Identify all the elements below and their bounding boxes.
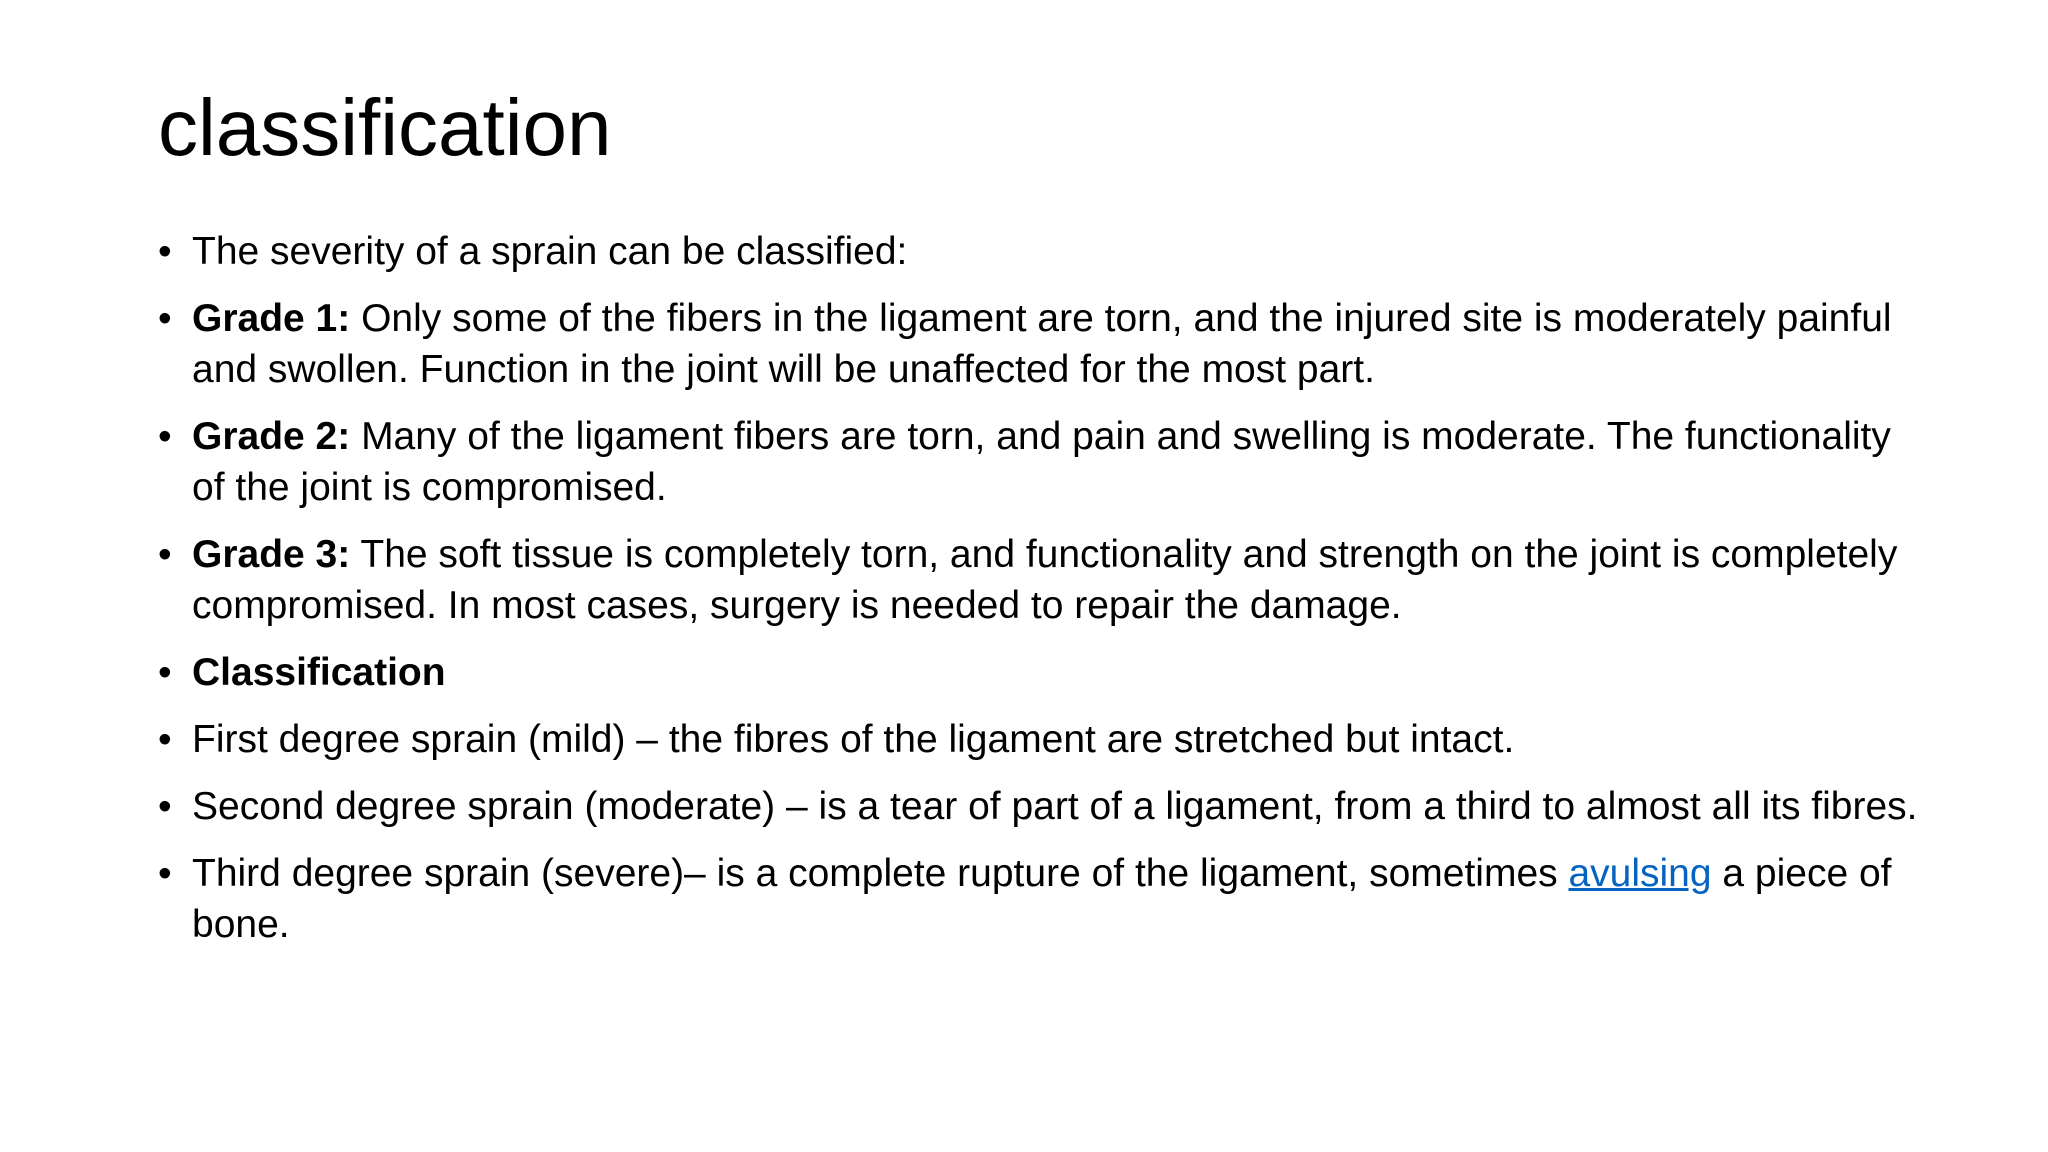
bullet-bold-label: Grade 1: xyxy=(192,297,351,340)
bullet-dot-icon: • xyxy=(158,718,172,761)
bullet-severity-intro xyxy=(158,226,1918,277)
bullet-dot-icon: • xyxy=(158,533,172,576)
bullet-classification-heading xyxy=(158,647,1918,698)
avulsing-link[interactable]: avulsing xyxy=(1568,852,1712,895)
bullet-list xyxy=(158,226,1918,966)
bullet-third-degree xyxy=(158,848,1918,950)
bullet-second-degree xyxy=(158,781,1918,832)
bullet-bold-label: Grade 2: xyxy=(192,415,351,458)
bullet-grade-2 xyxy=(158,411,1918,513)
bullet-text-after: a piece of bone. xyxy=(192,852,1892,946)
bullet-grade-1 xyxy=(158,293,1918,395)
bullet-text: Only some of the fibers in the ligament are torn, and the injured site is moderately painful and swollen. Function in the joint will be unaffected for the most part. xyxy=(192,297,1892,391)
bullet-dot-icon: • xyxy=(158,785,172,828)
bullet-dot-icon: • xyxy=(158,651,172,694)
bullet-dot-icon: • xyxy=(158,230,172,273)
bullet-dot-icon: • xyxy=(158,415,172,458)
bullet-text: The soft tissue is completely torn, and functionality and strength on the joint is completely compromised. In most cases, surgery is needed to repair the damage. xyxy=(192,533,1898,627)
bullet-first-degree xyxy=(158,714,1918,765)
slide-title: classification xyxy=(158,83,612,172)
bullet-bold-label: Classification xyxy=(192,651,446,694)
bullet-text: Second degree sprain (moderate) – is a tear of part of a ligament, from a third to almost all its fibres. xyxy=(192,785,1918,828)
bullet-dot-icon: • xyxy=(158,297,172,340)
bullet-text: The severity of a sprain can be classified: xyxy=(192,230,908,273)
bullet-text: Many of the ligament fibers are torn, and pain and swelling is moderate. The functionality of the joint is compromised. xyxy=(192,415,1891,509)
bullet-text: Third degree sprain (severe)– is a complete rupture of the ligament, sometimes xyxy=(192,852,1569,895)
bullet-grade-3 xyxy=(158,529,1918,631)
bullet-text: First degree sprain (mild) – the fibres of the ligament are stretched but intact. xyxy=(192,718,1515,761)
bullet-bold-label: Grade 3: xyxy=(192,533,351,576)
bullet-dot-icon: • xyxy=(158,852,172,895)
